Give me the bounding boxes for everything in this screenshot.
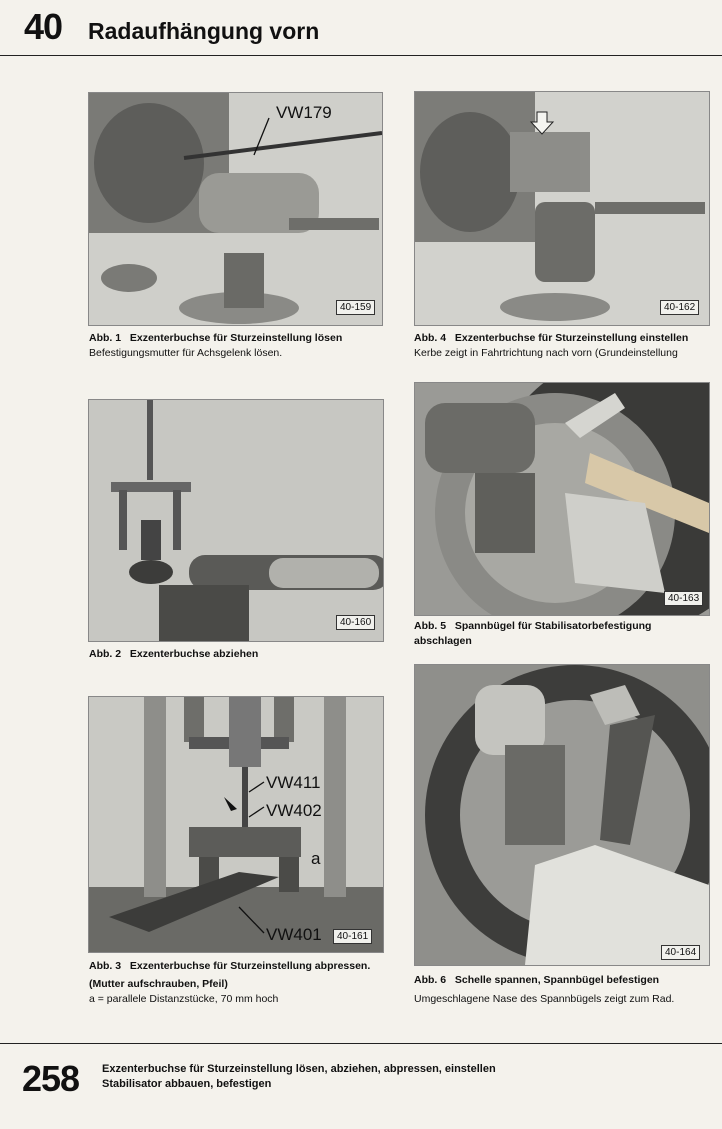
- photo-fig-6-drawing: [415, 665, 709, 965]
- photo-fig-2: [88, 399, 384, 642]
- caption-fig-3: [89, 959, 370, 1007]
- photo-fig-4: [414, 91, 710, 326]
- image-id-label: 40-159: [336, 300, 375, 315]
- caption-body-note: (Mutter aufschrauben, Pfeil): [89, 978, 228, 990]
- caption-fig-number: Abb. 1: [89, 332, 122, 344]
- caption-fig-number: Abb. 2: [89, 648, 122, 660]
- photo-fig-4-drawing: [415, 92, 709, 325]
- photo-fig-2-drawing: [89, 400, 383, 641]
- caption-fig-6: [414, 973, 674, 1007]
- caption-title: Schelle spannen, Spannbügel befestigen: [454, 974, 660, 986]
- photo-fig-1-drawing: [89, 93, 382, 325]
- caption-body: Befestigungsmutter für Achsgelenk lösen.: [89, 347, 283, 359]
- photo-fig-6: [414, 664, 710, 966]
- caption-title: Exzenterbuchse für Sturzeinstellung abpressen.: [129, 960, 371, 972]
- caption-fig-number: Abb. 4: [414, 332, 447, 344]
- caption-fig-2: [89, 647, 258, 662]
- tool-label-vw401: VW401: [266, 925, 322, 944]
- caption-body: Umgeschlagene Nase des Spannbügels zeigt zum Rad.: [414, 993, 675, 1005]
- footer-summary-line-2: Stabilisator abbauen, befestigen: [102, 1078, 272, 1090]
- caption-fig-number: Abb. 6: [414, 974, 447, 986]
- photo-fig-3-drawing: [89, 697, 383, 952]
- tool-label-vw179: VW179: [276, 103, 332, 122]
- caption-title: Exzenterbuchse für Sturzeinstellung einstellen: [454, 332, 689, 344]
- image-id-label: 40-161: [333, 929, 372, 944]
- header-rule: [0, 55, 722, 56]
- caption-title: Exzenterbuchse abziehen: [129, 648, 259, 660]
- footer-summary-line-1: Exzenterbuchse für Sturzeinstellung lösen, abziehen, abpressen, einstellen: [102, 1063, 496, 1075]
- caption-title-continued: abschlagen: [414, 635, 472, 647]
- caption-title: Exzenterbuchse für Sturzeinstellung lösen: [129, 332, 343, 344]
- caption-body: a = parallele Distanzstücke, 70 mm hoch: [89, 993, 279, 1005]
- caption-fig-5: [414, 619, 651, 649]
- photo-fig-5: [414, 382, 710, 616]
- tool-label-vw411: VW411: [266, 773, 321, 792]
- image-id-label: 40-163: [664, 591, 703, 606]
- photo-fig-1: [88, 92, 383, 326]
- tool-label-a: a: [311, 849, 321, 868]
- caption-body: Kerbe zeigt in Fahrtrichtung nach vorn (Grundeinstellung: [414, 347, 678, 359]
- caption-fig-1: [89, 331, 342, 361]
- caption-fig-4: [414, 331, 688, 361]
- image-id-label: 40-162: [660, 300, 699, 315]
- footer-rule: [0, 1043, 722, 1044]
- page-number: 258: [22, 1058, 80, 1099]
- chapter-title: Radaufhängung vorn: [88, 18, 320, 44]
- image-id-label: 40-160: [336, 615, 375, 630]
- chapter-number: 40: [24, 6, 63, 47]
- caption-fig-number: Abb. 5: [414, 620, 447, 632]
- caption-title: Spannbügel für Stabilisatorbefestigung: [454, 620, 652, 632]
- caption-fig-number: Abb. 3: [89, 960, 122, 972]
- tool-label-vw402: VW402: [266, 801, 322, 820]
- photo-fig-3: [88, 696, 384, 953]
- photo-fig-5-drawing: [415, 383, 709, 615]
- page-header: [0, 0, 722, 56]
- image-id-label: 40-164: [661, 945, 700, 960]
